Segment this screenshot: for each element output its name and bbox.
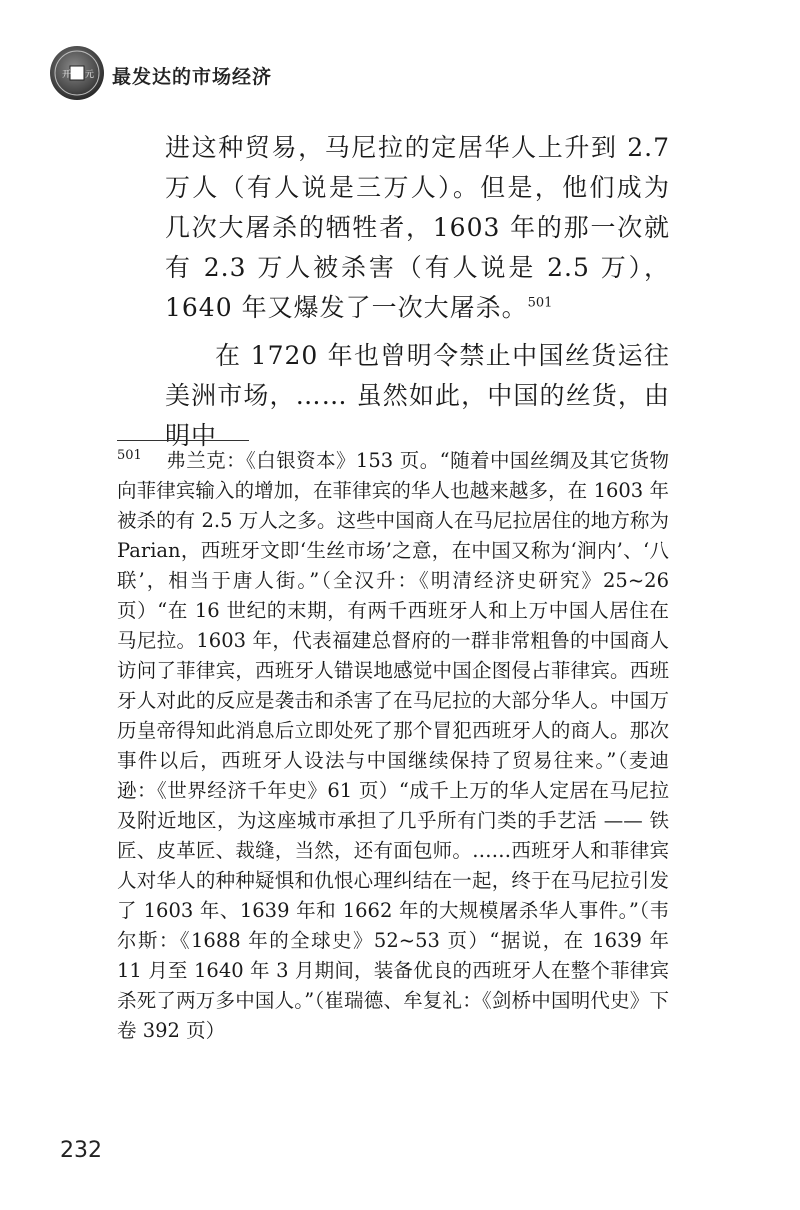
svg-text:开: 开 [62,70,72,80]
svg-text:元: 元 [85,70,95,80]
footnote-number: 501 [117,448,142,463]
paragraph [165,128,670,328]
footnote-reference[interactable]: 501 [527,295,553,311]
paragraph-text: 进这种贸易，马尼拉的定居华人上升到 2.7 万人（有人说是三万人）。但是，他们成为几次大屠杀的牺牲者，1603 年的那一次就有 2.3 万人被杀害（有人说是 2.5 万），1640 年又爆发了一次大屠杀。 [165,133,670,322]
page-number: 232 [60,1138,102,1163]
page-header [48,44,748,104]
coin-emblem-icon [48,44,106,102]
paragraph: 在 1720 年也曾明令禁止中国丝货运往美洲市场，…… 虽然如此，中国的丝货，由明中 [165,341,670,450]
footnote-text: 弗兰克：《白银资本》153 页。“随着中国丝绸及其它货物向菲律宾输入的增加，在菲律宾的华人也越来越多，在 1603 年被杀的有 2.5 万人之多。这些中国商人在马尼拉居住的地方称为 Parian，西班牙文即‘生丝市场’之意，在中国又称为‘涧内’、‘八联’，相当于唐人街。”（全汉升：《明清经济史研究》25~26 页）“在 16 世纪的末期，有两千西班牙人和上万中国人居住在马尼拉。1603 年，代表福建总督府的一群非常粗鲁的中国商人访问了菲律宾，西班牙人错误地感觉中国企图侵占菲律宾。西班牙人对此的反应是袭击和杀害了在马尼拉的大部分华人。中国万历皇帝得知此消息后立即处死了那个冒犯西班牙人的商人。那次事件以后，西班牙人设法与中国继续保持了贸易往来。”（麦迪逊：《世界经济千年史》61 页）“成千上万的华人定居在马尼拉及附近地区，为这座城市承担了几乎所有门类的手艺活 —— 铁匠、皮革匠、裁缝，当然，还有面包师。……西班牙人和菲律宾人对华人的种种疑惧和仇恨心理纠结在一起，终于在马尼拉引发了 1603 年、1639 年和 1662 年的大规模屠杀华人事件。”（韦尔斯：《1688 年的全球史》52~53 页）“据说，在 1639 年 11 月至 1640 年 3 月期间，装备优良的西班牙人在整个菲律宾杀死了两万多中国人。”（崔瑞德、牟复礼：《剑桥中国明代史》下卷 392 页） [117,449,669,1042]
main-text [165,128,670,456]
footnote [117,446,669,1046]
chapter-title: 最发达的市场经济 [112,66,273,88]
footnote-divider [117,440,249,441]
